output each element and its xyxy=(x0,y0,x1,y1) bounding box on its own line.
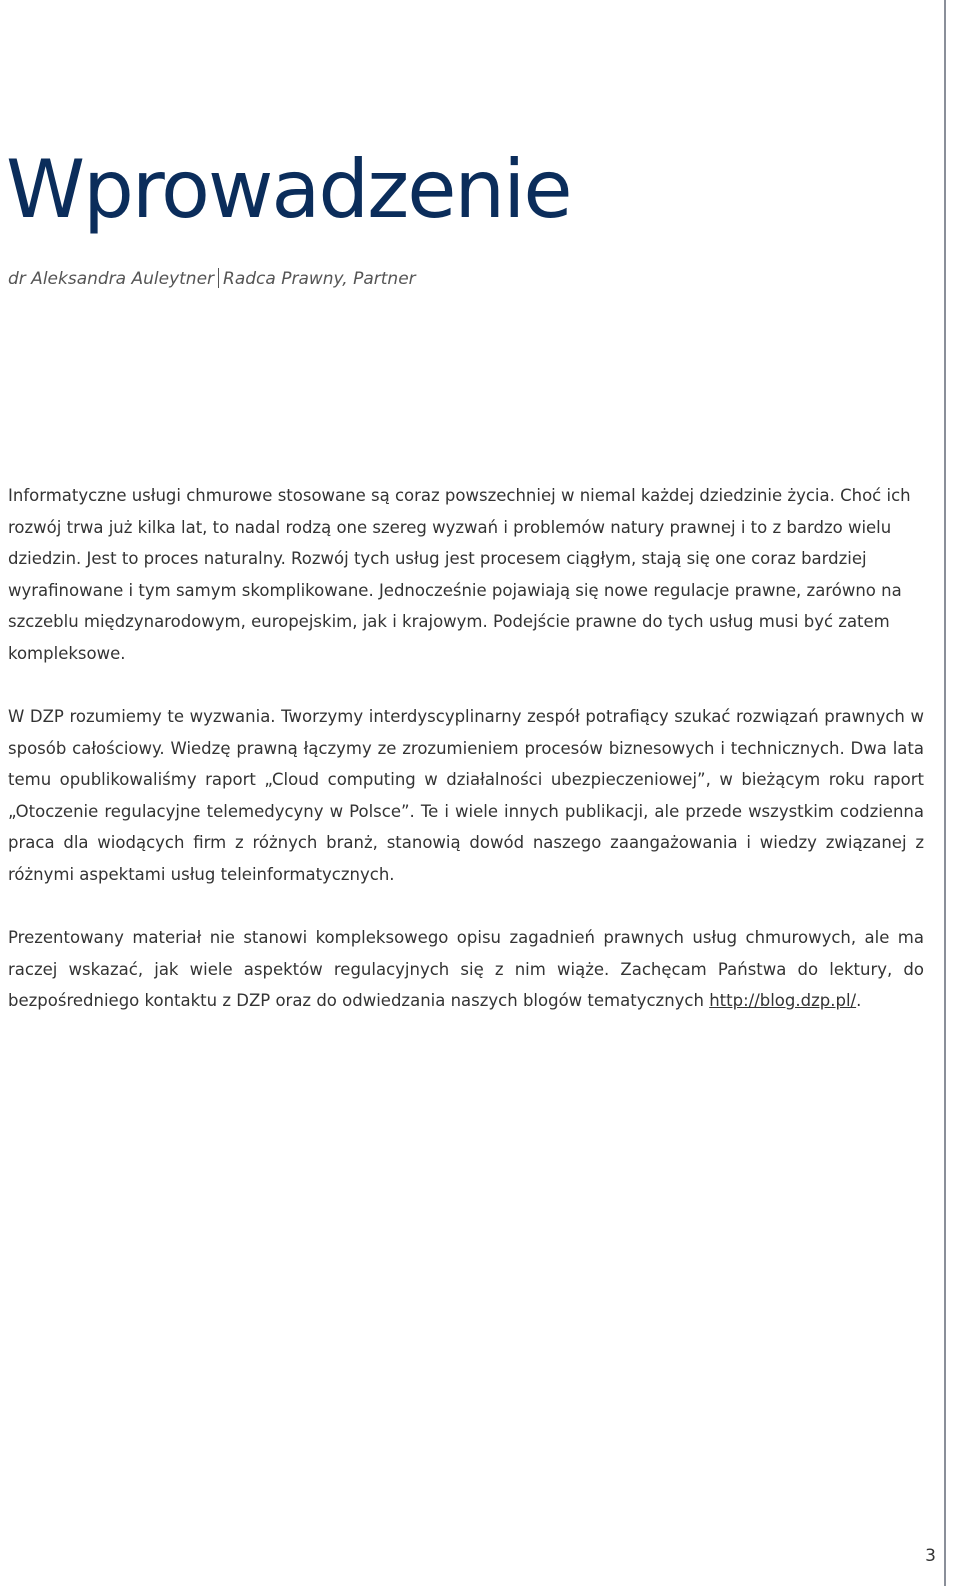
paragraph-closing-text: Prezentowany materiał nie stanowi kompleksowego opisu zagadnień prawnych usług chmurowych, ale ma raczej wskazać, jak wiele aspektów regulacyjnych się z nim wiąże. Zachęcam Państwa do lektury, do bezpośredniego kontaktu z DZP oraz do odwiedzania naszych blogów tematycznych xyxy=(8,928,924,1010)
paragraph-closing xyxy=(8,922,924,1017)
author-name: dr Aleksandra Auleytner xyxy=(8,269,215,289)
paragraph-intro: Informatyczne usługi chmurowe stosowane są coraz powszechniej w niemal każdej dziedzinie życia. Choć ich rozwój trwa już kilka lat, to nadal rodzą one szereg wyzwań i problemów natury prawnej i to z bardzo wielu dziedzin. Jest to proces naturalny. Rozwój tych usług jest procesem ciągłym, stają się one coraz bardziej wyrafinowane i tym samym skomplikowane. Jednocześnie pojawiają się nowe regulacje prawne, zarówno na szczeblu międzynarodowym, europejskim, jak i krajowym. Podejście prawne do tych usług musi być zatem kompleksowe. xyxy=(8,486,911,663)
author-separator xyxy=(218,268,219,288)
trailing-period: . xyxy=(856,991,862,1010)
author-role: Radca Prawny, Partner xyxy=(223,269,416,289)
page-title: Wprowadzenie xyxy=(6,143,571,236)
page-number: 3 xyxy=(925,1546,936,1566)
page-edge-line xyxy=(944,0,946,1586)
blog-link[interactable]: http://blog.dzp.pl/ xyxy=(709,991,857,1010)
paragraph-dzp: W DZP rozumiemy te wyzwania. Tworzymy interdyscyplinarny zespół potrafiący szukać rozwiązań prawnych w sposób całościowy. Wiedzę prawną łączymy ze zrozumieniem procesów biznesowych i technicznych. Dwa lata temu opublikowaliśmy raport „Cloud computing w działalności ubezpieczeniowej”, w bieżącym roku raport „Otoczenie regulacyjne telemedycyny w Polsce”. Te i wiele innych publikacji, ale przede wszystkim codzienna praca dla wiodących firm z różnych branż, stanowią dowód naszego zaangażowania i wiedzy związanej z różnymi aspektami usług teleinformatycznych. xyxy=(8,707,924,884)
author-byline xyxy=(8,268,416,289)
body-text xyxy=(8,480,924,1049)
